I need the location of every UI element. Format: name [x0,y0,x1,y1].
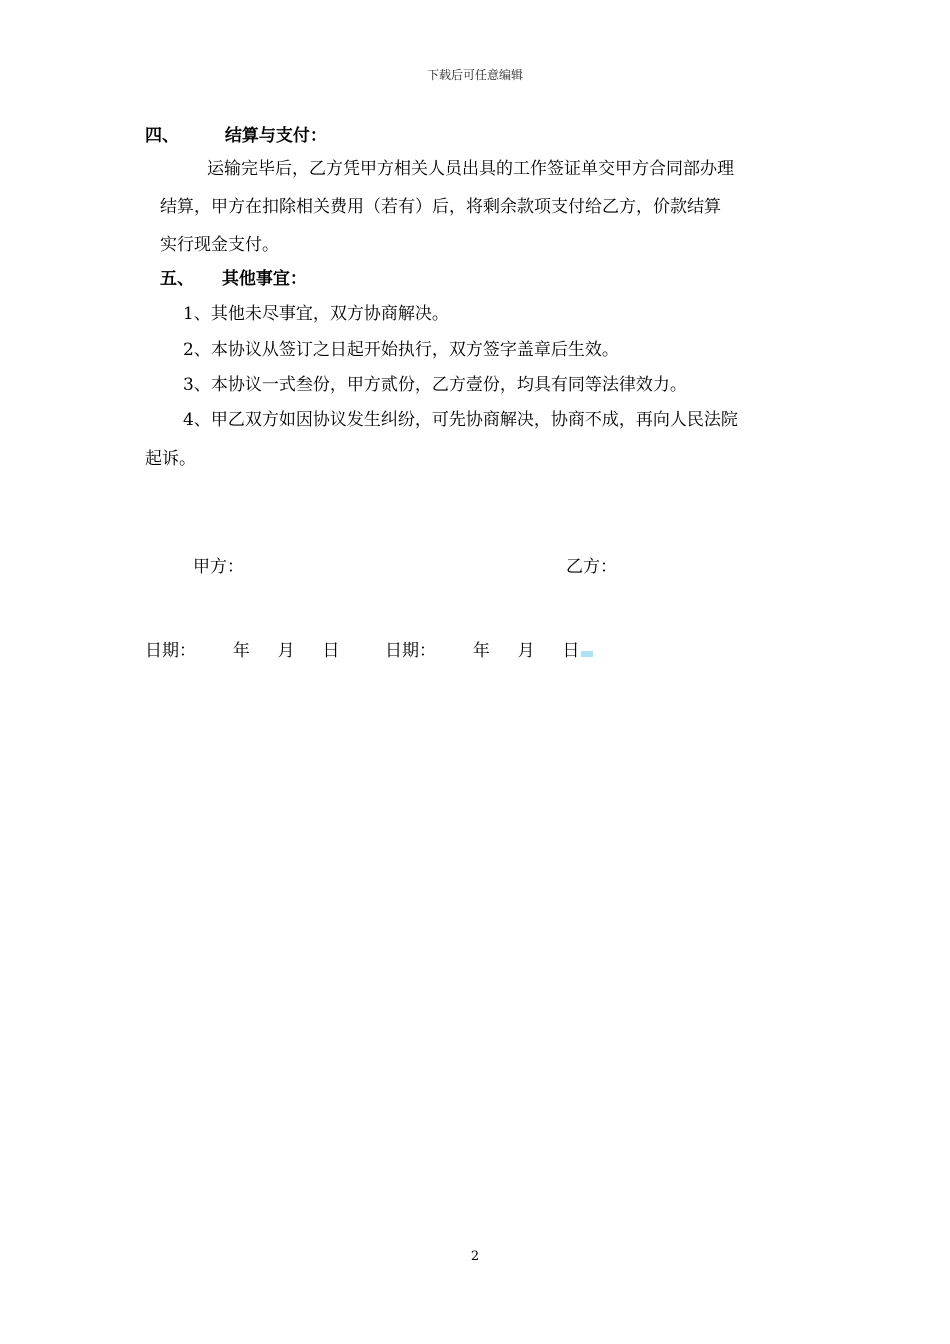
month-label: 月 [277,641,295,661]
section5-number: 五、 [160,269,194,289]
day-label: 日 [322,641,340,661]
section4-line-2: 结算，甲方在扣除相关费用（若有）后，将剩余款项支付给乙方，价款结算 [160,197,721,217]
section5-heading [160,268,307,290]
date-label: 日期： [385,641,436,661]
section5-item-4: 4、甲乙双方如因协议发生纠纷，可先协商解决，协商不成，再向人民法院 [183,410,738,430]
section4-title: 结算与支付： [224,126,327,146]
section4-line-1: 运输完毕后，乙方凭甲方相关人员出具的工作签证单交甲方合同部办理 [207,159,734,179]
party-a-label: 甲方： [193,557,244,577]
party-b-date [385,640,593,662]
header-note: 下载后可任意编辑 [426,68,523,82]
section5-item-2: 2、本协议从签订之日起开始执行，双方签字盖章后生效。 [183,340,619,360]
year-label: 年 [232,641,250,661]
section5-item-1: 1、其他未尽事宜，双方协商解决。 [183,304,449,324]
section4-line-3: 实行现金支付。 [160,235,279,255]
section4-number: 四、 [145,126,179,146]
day-label: 日 [562,641,580,661]
section5-item-4-cont: 起诉。 [145,449,196,469]
section5-item-3: 3、本协议一式叁份，甲方贰份，乙方壹份，均具有同等法律效力。 [183,375,687,395]
party-b-label: 乙方： [566,557,617,577]
text-marker [581,651,593,657]
month-label: 月 [517,641,535,661]
section5-title: 其他事宜： [221,269,307,289]
party-a-date [145,640,339,662]
section4-heading [145,125,327,147]
date-label: 日期： [145,641,196,661]
year-label: 年 [472,641,490,661]
page-number: 2 [470,1249,480,1264]
